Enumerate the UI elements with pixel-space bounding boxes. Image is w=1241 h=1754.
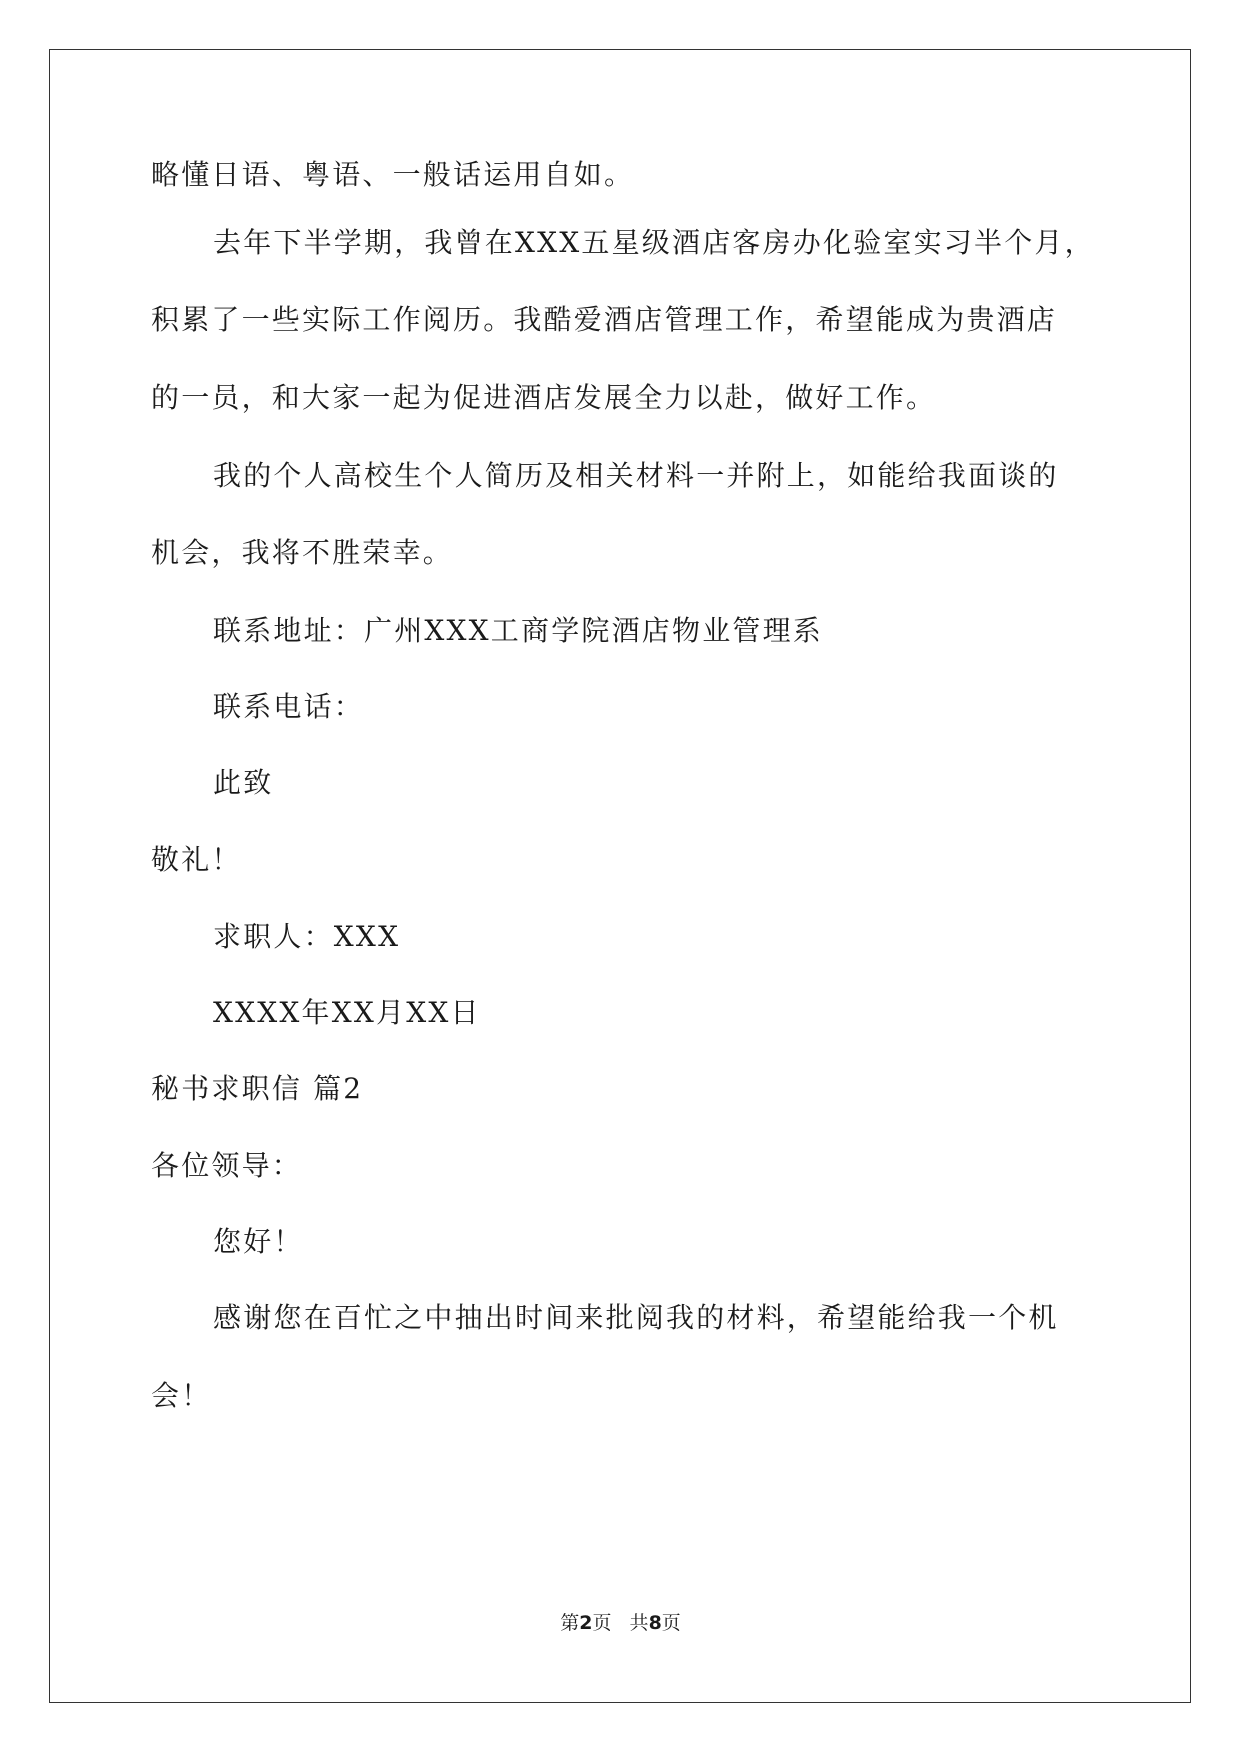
text-line: 会！ bbox=[151, 1379, 212, 1412]
paragraph-line: 去年下半学期，我曾在XXX五星级酒店客房办化验室实习半个月， bbox=[213, 226, 1095, 259]
contact-phone: 联系电话： bbox=[213, 690, 365, 723]
paragraph-line: 我的个人高校生个人简历及相关材料一并附上，如能给我面谈的 bbox=[213, 459, 1059, 492]
text-line: 积累了一些实际工作阅历。我酷爱酒店管理工作，希望能成为贵酒店 bbox=[151, 303, 1058, 336]
letter-date: XXXX年XX月XX日 bbox=[213, 996, 481, 1029]
section-heading: 秘书求职信 篇2 bbox=[151, 1072, 364, 1105]
page-mid: 页 共 bbox=[592, 1612, 649, 1634]
page-prefix: 第 bbox=[560, 1612, 580, 1634]
page-total: 8 bbox=[648, 1612, 662, 1634]
salutation-line: 敬礼！ bbox=[151, 843, 242, 876]
page-footer bbox=[0, 1611, 1241, 1635]
greeting-line: 各位领导： bbox=[151, 1149, 303, 1182]
greeting-line: 您好！ bbox=[213, 1225, 304, 1258]
closing-line: 此致 bbox=[213, 766, 274, 799]
contact-address: 联系地址：广州XXX工商学院酒店物业管理系 bbox=[213, 614, 824, 647]
page-current: 2 bbox=[579, 1612, 593, 1634]
text-line: 的一员，和大家一起为促进酒店发展全力以赴，做好工作。 bbox=[151, 381, 937, 414]
text-line: 机会，我将不胜荣幸。 bbox=[151, 536, 454, 569]
page-suffix: 页 bbox=[661, 1612, 681, 1634]
applicant-name: 求职人：XXX bbox=[213, 920, 401, 953]
text-line: 略懂日语、粤语、一般话运用自如。 bbox=[151, 158, 635, 191]
paragraph-line: 感谢您在百忙之中抽出时间来批阅我的材料，希望能给我一个机 bbox=[213, 1301, 1059, 1334]
